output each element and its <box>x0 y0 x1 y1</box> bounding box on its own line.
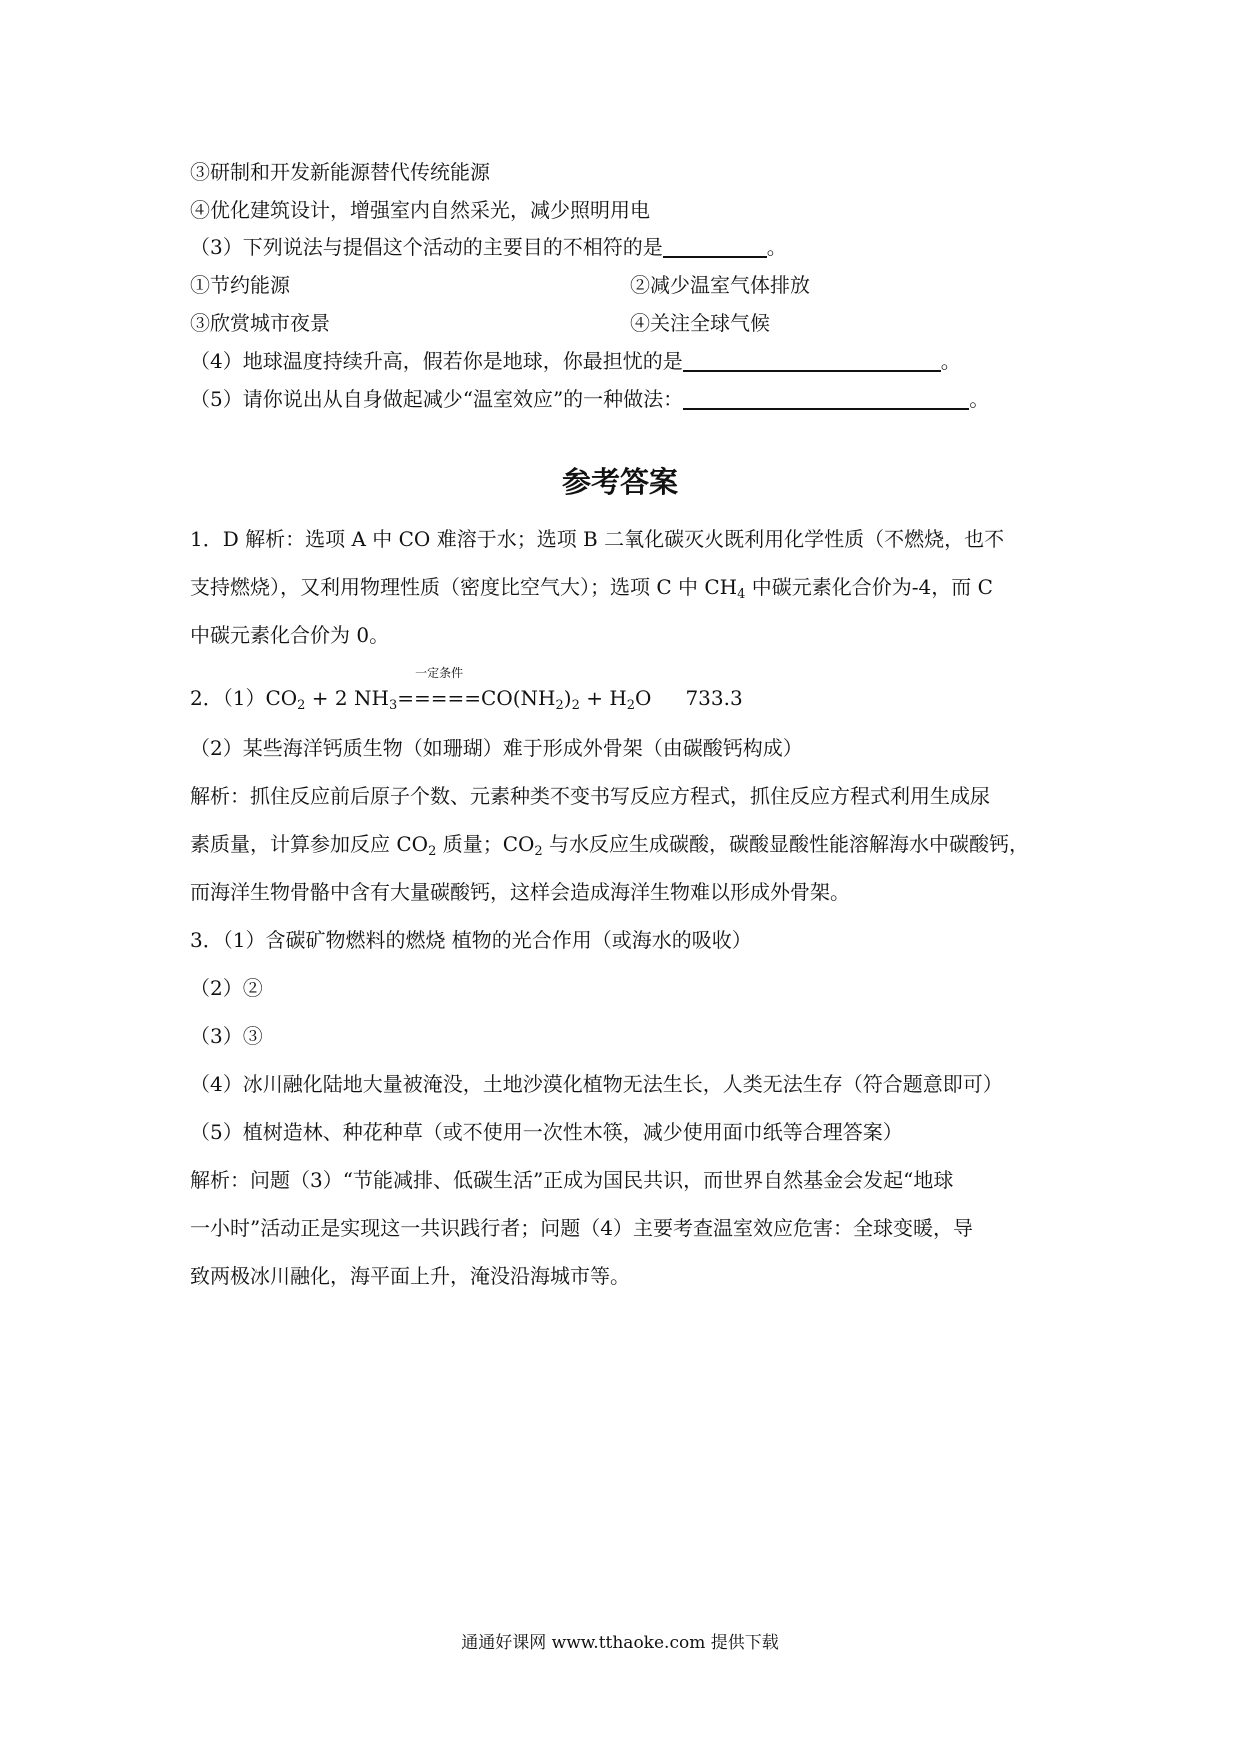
question-3-text: （3）下列说法与提倡这个活动的主要目的不相符的是 <box>190 235 663 259</box>
answer-blank-3 <box>663 236 767 258</box>
question-5-end: 。 <box>969 387 990 411</box>
answer-blank-4 <box>683 350 941 372</box>
choice-1: ①节约能源 <box>190 273 290 297</box>
answer-1-line-2 <box>190 572 1062 602</box>
answer-3-explanation-3: 致两极冰川融化，海平面上升，淹没沿海城市等。 <box>190 1264 630 1288</box>
page-footer: 通通好课网 www.tthaoke.com 提供下载 <box>461 1633 779 1653</box>
subscript: 2 <box>297 698 306 713</box>
eq-part: 2．（1）CO <box>190 686 298 710</box>
eq-part: + H <box>579 686 627 710</box>
answer-3-part-2: （2）② <box>190 976 263 1000</box>
answer-2-explanation-3: 而海洋生物骨骼中含有大量碳酸钙，这样会造成海洋生物难以形成外骨架。 <box>190 880 850 904</box>
eq-part: + 2 NH <box>305 686 389 710</box>
question-5-text: （5）请你说出从自身做起减少“温室效应”的一种做法： <box>190 387 684 411</box>
answer-3-explanation-2: 一小时”活动正是实现这一共识践行者；问题（4）主要考查温室效应危害：全球变暖，导 <box>190 1216 973 1240</box>
answer-3-explanation-1: 解析：问题（3）“节能减排、低碳生活”正成为国民共识，而世界自然基金会发起“地球 <box>190 1168 954 1192</box>
choice-2: ②减少温室气体排放 <box>630 273 810 297</box>
answers-title: 参考答案 <box>561 465 678 499</box>
question-4-text: （4）地球温度持续升高，假若你是地球，你最担忧的是 <box>190 349 683 373</box>
question-3-end: 。 <box>766 235 787 259</box>
subscript: 2 <box>571 698 580 713</box>
answer-3-part-5: （5）植树造林、种花种草（或不使用一次性木筷，减少使用面巾纸等合理答案） <box>190 1120 903 1144</box>
subscript: 2 <box>534 844 543 859</box>
exp-part: 素质量，计算参加反应 CO <box>190 832 429 856</box>
option-item-4: ④优化建筑设计，增强室内自然采光，减少照明用电 <box>190 198 650 222</box>
choice-row-2 <box>190 308 1062 338</box>
question-5 <box>190 384 1062 414</box>
exp-part: 与水反应生成碳酸，碳酸显酸性能溶解海水中碳酸钙， <box>542 832 1030 856</box>
answer-2-value: 733.3 <box>685 686 743 710</box>
question-3 <box>190 232 1062 262</box>
answer-2-part-2: （2）某些海洋钙质生物（如珊瑚）难于形成外骨架（由碳酸钙构成） <box>190 736 803 760</box>
subscript: 2 <box>626 698 636 713</box>
answer-1-line-2-text: 支持燃烧），又利用物理性质（密度比空气大）；选项 C 中 CH <box>190 575 738 599</box>
answer-3-part-1: 3．（1）含碳矿物燃料的燃烧 植物的光合作用（或海水的吸收） <box>190 928 752 952</box>
question-4-end: 。 <box>940 349 961 373</box>
choice-3: ③欣赏城市夜景 <box>190 311 330 335</box>
subscript: 4 <box>737 587 746 602</box>
choice-row-1 <box>190 270 1062 300</box>
answer-2-equation <box>190 666 1062 713</box>
answer-1-line-1: 1．D 解析：选项 A 中 CO 难溶于水；选项 B 二氧化碳灭火既利用化学性质（不燃烧，也不 <box>190 527 1005 551</box>
eq-part: O <box>635 686 652 710</box>
answer-3-part-3: （3）③ <box>190 1024 263 1048</box>
answer-2-explanation-2 <box>190 829 1062 859</box>
subscript: 2 <box>555 698 564 713</box>
eq-part: CO(NH <box>481 686 556 710</box>
reaction-condition: 一定条件 <box>415 666 464 680</box>
reaction-arrow <box>397 666 482 713</box>
exp-part: 质量；CO <box>436 832 535 856</box>
answer-1-line-3: 中碳元素化合价为 0。 <box>190 623 390 647</box>
reaction-equals: ===== <box>397 686 482 710</box>
choice-4: ④关注全球气候 <box>630 311 770 335</box>
answer-blank-5 <box>683 388 969 410</box>
subscript: 2 <box>428 844 437 859</box>
answer-3-part-4: （4）冰川融化陆地大量被淹没，土地沙漠化植物无法生长，人类无法生存（符合题意即可） <box>190 1072 1003 1096</box>
eq-part: ) <box>563 686 572 710</box>
option-item-3: ③研制和开发新能源替代传统能源 <box>190 160 490 184</box>
answer-1-line-2-tail: 中碳元素化合价为-4，而 C <box>745 575 993 599</box>
question-4 <box>190 346 1062 376</box>
answer-2-explanation-1: 解析：抓住反应前后原子个数、元素种类不变书写反应方程式，抓住反应方程式利用生成尿 <box>190 784 990 808</box>
subscript: 3 <box>388 698 398 713</box>
